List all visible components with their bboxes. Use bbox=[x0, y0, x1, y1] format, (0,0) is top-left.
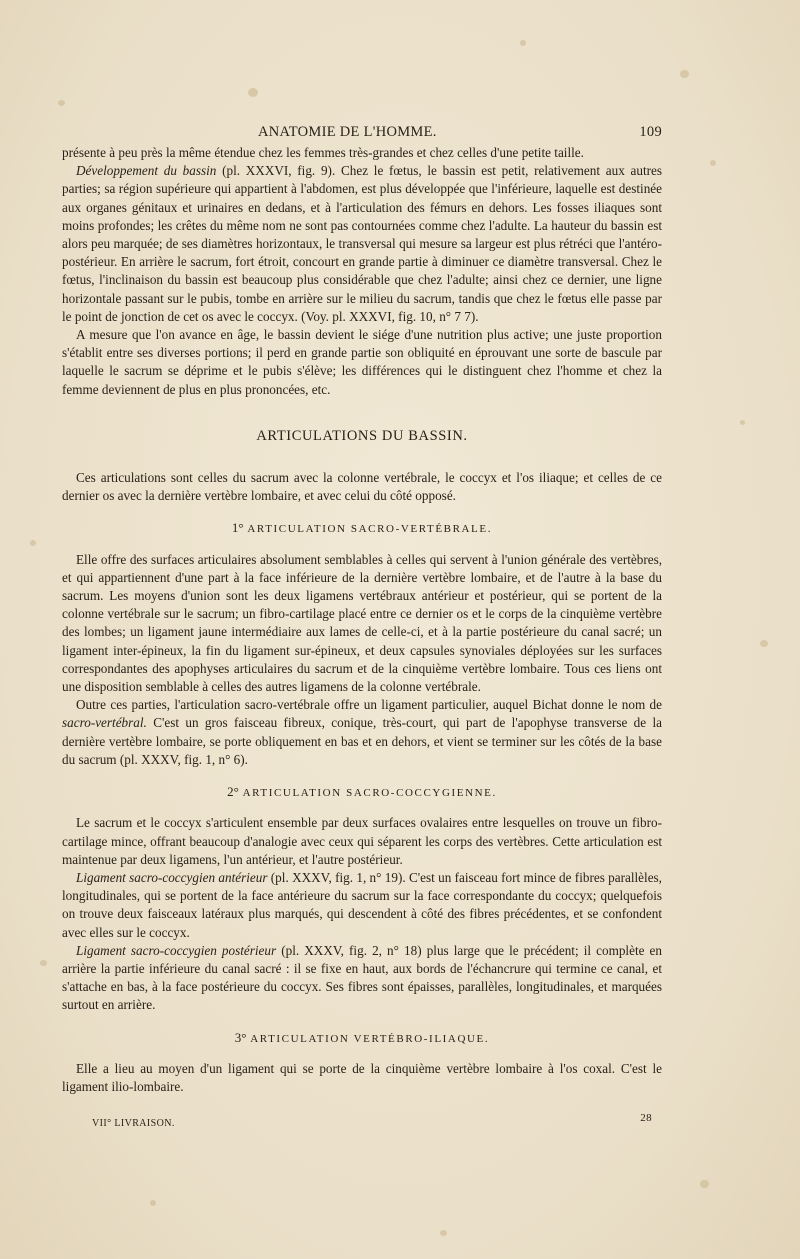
foxing-spot bbox=[700, 1180, 709, 1188]
paragraph-sacro-vertebrale: Elle offre des surfaces articulaires absolument semblables à celles qui servent à l'union générale des vertèbres, et qui appartiennent d'une part à la face inférieure de la dernière vertèbre lombaire, et de l'autre à la base du sacrum. Les moyens d'union sont les deux ligamens vertébraux antérieur et postérieur, qui se portent de la colonne vertébrale sur le sacrum; un fibro-cartilage placé entre ce dernier os et le corps de la cinquième vertèbre des lombes; un ligament jaune intermédiaire aux lames de celle-ci, et à la partie postérieure du canal sacré; un ligament inter-épineux, la fin du ligament sur-épineux, et deux capsules synoviales déployées sur les surfaces correspondantes des apophyses articulaires du sacrum et de la cinquième vertèbre lombaire. Tous ces liens ont une disposition semblable à celles des autres ligamens de la colonne vertébrale. bbox=[62, 551, 662, 695]
foxing-spot bbox=[40, 960, 47, 966]
foxing-spot bbox=[30, 540, 36, 546]
foxing-spot bbox=[248, 88, 258, 97]
paragraph-sacro-coccygienne: Le sacrum et le coccyx s'articulent ensemble par deux surfaces ovalaires entre lesquelles on trouve un fibro-cartilage mince, offrant beaucoup d'analogie avec ceux qui séparent les corps des vertèbres. Cette articulation est maintenue par deux ligamens, l'un antérieur, et l'autre postérieur. bbox=[62, 815, 662, 867]
subsection-label: ARTICULATION SACRO-COCCYGIENNE. bbox=[242, 787, 497, 800]
term: sacro-vertébral. bbox=[62, 715, 147, 731]
paragraph-body: Outre ces parties, l'articulation sacro-vertébrale offre un ligament particulier, auquel Bichat donne le nom de bbox=[76, 697, 662, 713]
subsection-number: 1° bbox=[231, 520, 244, 536]
foxing-spot bbox=[710, 160, 716, 166]
livraison-mark: VII° LIVRAISON. bbox=[92, 1118, 175, 1129]
running-header bbox=[62, 124, 662, 144]
paragraph-vertebro-iliaque: Elle a lieu au moyen d'un ligament qui se porte de la cinquième vertèbre lombaire à l'os coxal. C'est le ligament ilio-lombaire. bbox=[62, 1060, 662, 1094]
paragraph-lead: Ligament sacro-coccygien antérieur bbox=[76, 869, 268, 885]
paragraph-lead: Développement du bassin bbox=[76, 163, 217, 179]
paragraph-body: Chez le fœtus, le bassin est petit, relativement aux autres parties; sa région supérieure qui appartient à l'abdomen, est plus développée que l'inférieure, laquelle est destinée aux organes génitaux et urinaires en dedans, et à l'articulation des fémurs en dehors. Les fosses iliaques sont moins profondes; les crêtes du même nom ne sont pas contournées comme chez l'adulte. La hauteur du bassin est alors peu marquée; de ses diamètres horizontaux, le transversal qui mesure sa largeur est plus rétréci que l'antéro-postérieur. En arrière le sacrum, fort étroit, concourt en grande partie à diminuer ce diamètre transversal. Chez le fœtus, l'inclinaison du bassin est beaucoup plus considérable que chez l'adulte; ainsi chez ce dernier, une ligne horizontale passant sur le pubis, tombe en arrière sur le milieu du sacrum, tandis que chez le fœtus elle passe par le point de jonction de cet os avec le coccyx. (Voy. pl. XXXVI, fig. 10, n° 7 7). bbox=[62, 163, 663, 324]
foxing-spot bbox=[520, 40, 526, 46]
subsection-number: 3° bbox=[234, 1029, 247, 1045]
section-title: ARTICULATIONS DU BASSIN. bbox=[256, 427, 468, 444]
subsection-title-3 bbox=[62, 1029, 662, 1048]
foxing-spot bbox=[740, 420, 745, 425]
paragraph-ligament-posterieur bbox=[62, 942, 662, 1015]
paragraph-body: (pl. XXXV, fig. 1, n° 19). C'est un faisceau fort mince de fibres parallèles, longitudinales, qui se portent de la face antérieure du sacrum sur la face correspondante du coccyx; quelquefois on trouve deux faisceaux latéraux plus marqués, qui descendent à côté des fibres précédentes, et se confondent avec elles sur le coccyx. bbox=[62, 869, 662, 940]
running-title: ANATOMIE DE L'HOMME. bbox=[258, 124, 437, 140]
subsection-title-2 bbox=[62, 783, 662, 802]
paragraph-ligament-anterieur bbox=[62, 869, 662, 942]
paragraph-body: C'est un gros faisceau fibreux, conique, très-court, qui part de l'apophyse transverse de la dernière vertèbre lombaire, se porte obliquement en bas et en dehors, et vient se terminer sur les côtés de la base du sacrum (pl. XXXV, fig. 1, n° 6). bbox=[62, 715, 662, 767]
paragraph-body: (pl. XXXV, fig. 2, n° 18) plus large que le précédent; il complète en arrière la partie inférieure du canal sacré : il se fixe en haut, aux bords de l'échancrure qui termine ce canal, et s'attache en bas, à la face postérieure du coccyx. Ses fibres sont épaisses, parallèles, longitudinales, et marquées surtout en arrière. bbox=[62, 942, 662, 1013]
foxing-spot bbox=[760, 640, 768, 647]
subsection-label: ARTICULATION SACRO-VERTÉBRALE. bbox=[247, 523, 493, 536]
body-text bbox=[62, 144, 662, 1096]
paragraph-ligament-sacro-vertebral bbox=[62, 696, 662, 769]
figure-reference: (pl. XXXVI, fig. 9). bbox=[222, 163, 336, 179]
subsection-title-1 bbox=[62, 519, 662, 538]
paragraph-continuation: présente à peu près la même étendue chez les femmes très-grandes et chez celles d'une petite taille. bbox=[62, 145, 584, 160]
paragraph-age: A mesure que l'on avance en âge, le bassin devient le siége d'une nutrition plus active; une juste proportion s'établit entre ses diverses portions; il perd en grande partie son obliquité en éprouvant une sorte de bascule par laquelle le sacrum se déprime et le pubis s'élève; les différences qui le distinguent chez l'homme et chez la femme deviennent de plus en plus prononcées, etc. bbox=[62, 327, 662, 397]
subsection-number: 2° bbox=[227, 784, 239, 800]
paragraph-lead: Ligament sacro-coccygien postérieur bbox=[76, 942, 277, 958]
foxing-spot bbox=[150, 1200, 156, 1206]
foxing-spot bbox=[680, 70, 689, 78]
section-intro: Ces articulations sont celles du sacrum avec la colonne vertébrale, le coccyx et l'os iliaque; et celles de ce dernier os avec la dernière vertèbre lombaire, et avec celui du côté opposé. bbox=[62, 470, 662, 504]
foxing-spot bbox=[440, 1230, 447, 1236]
page-number: 109 bbox=[639, 124, 662, 140]
signature-mark: 28 bbox=[640, 1112, 652, 1124]
subsection-label: ARTICULATION VERTÉBRO-ILIAQUE. bbox=[250, 1032, 490, 1045]
foxing-spot bbox=[58, 100, 65, 106]
page-footer bbox=[92, 1112, 652, 1134]
paragraph-developpement bbox=[62, 162, 662, 326]
